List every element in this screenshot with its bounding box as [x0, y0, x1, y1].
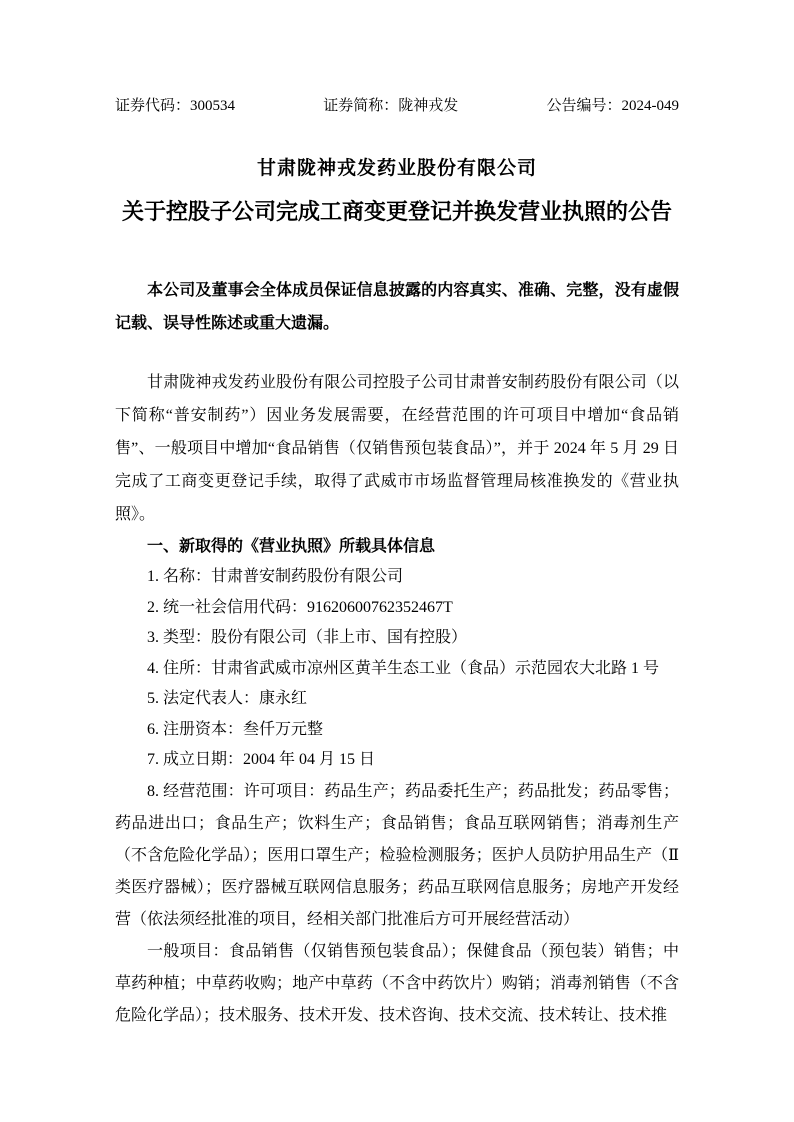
announcement-title: 关于控股子公司完成工商变更登记并换发营业执照的公告	[121, 199, 672, 224]
announcement-number: 公告编号：2024-049	[546, 98, 679, 114]
document-header	[115, 96, 679, 116]
license-item-address: 4. 住所：甘肃省武威市凉州区黄羊生态工业（食品）示范园农大北路 1 号	[147, 659, 660, 677]
license-item-name: 1. 名称：甘肃普安制药股份有限公司	[147, 568, 404, 585]
board-statement: 本公司及董事会全体成员保证信息披露的内容真实、准确、完整，没有虚假记载、误导性陈述或重大遗漏。	[115, 282, 679, 332]
license-item-credit-code: 2. 统一社会信用代码：91620600762352467T	[147, 598, 453, 616]
company-name-title: 甘肃陇神戎发药业股份有限公司	[256, 158, 537, 179]
license-item-establishment-date: 7. 成立日期：2004 年 04 月 15 日	[147, 751, 376, 768]
general-items-paragraph: 一般项目：食品销售（仅销售预包装食品）；保健食品（预包装）销售；中草药种植；中草药收购；地产中草药（不含中药饮片）购销；消毒剂销售（不含危险化学品）；技术服务、技术开发、技术咨询、技术交流、技术转让、技术推	[115, 942, 679, 1024]
license-item-business-scope: 8. 经营范围：许可项目：药品生产；药品委托生产；药品批发；药品零售；药品进出口；食品生产；饮料生产；食品销售；食品互联网销售；消毒剂生产（不含危险化学品）；医用口罩生产；检验检测服务；医护人员防护用品生产（Ⅱ类医疗器械）；医疗器械互联网信息服务；药品互联网信息服务；房地产开发经营（依法须经批准的项目，经相关部门批准后方可开展经营活动）	[115, 782, 679, 928]
license-item-type: 3. 类型：股份有限公司（非上市、国有控股）	[147, 629, 468, 646]
stock-code: 证券代码：300534	[115, 98, 236, 114]
intro-paragraph: 甘肃陇神戎发药业股份有限公司控股子公司甘肃普安制药股份有限公司（以下简称“普安制药”）因业务发展需要，在经营范围的许可项目中增加“食品销售”、一般项目中增加“食品销售（仅销售预包装食品）”，并于 2024 年 5 月 29 日完成了工商变更登记手续，取得了武威市市场监督管理局核准换发的《营业执照》。	[115, 374, 679, 523]
license-item-registered-capital: 6. 注册资本：叁仟万元整	[147, 720, 324, 738]
license-item-legal-representative: 5. 法定代表人：康永红	[147, 690, 308, 707]
stock-abbreviation: 证券简称：陇神戎发	[323, 98, 459, 114]
section-1-heading: 一、新取得的《营业执照》所载具体信息	[147, 538, 436, 555]
